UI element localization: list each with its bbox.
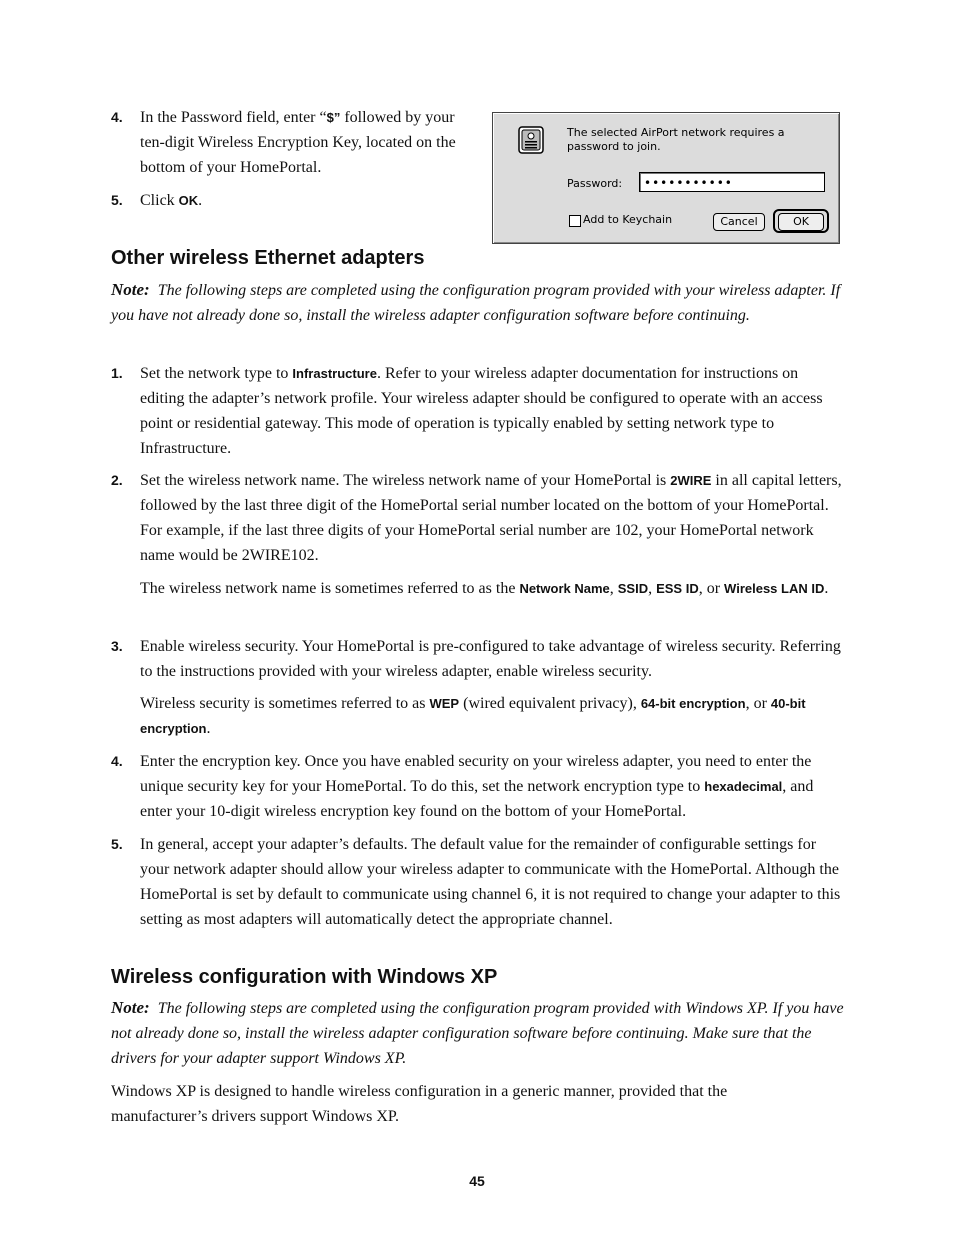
password-field[interactable]: ••••••••••• [639, 172, 825, 192]
ok-button[interactable]: OK [778, 213, 824, 231]
step-number: 2. [111, 472, 123, 488]
step-text: Click OK. [140, 192, 203, 209]
note: Note: The following steps are completed using the configuration program provided with your wireless adapter. If you have not already done so, install the wireless adapter configuration software before continuing. [111, 280, 841, 324]
dialog-message: The selected AirPort network requires a password to join. [567, 126, 785, 153]
step-subtext: The wireless network name is sometimes referred to as the Network Name, SSID, ESS ID, or Wireless LAN ID. [140, 580, 829, 597]
section-heading: Wireless configuration with Windows XP [111, 966, 498, 988]
page-number: 45 [469, 1173, 485, 1189]
step-number: 4. [111, 109, 123, 125]
section-heading: Other wireless Ethernet adapters [111, 247, 425, 269]
keychain-checkbox[interactable] [569, 215, 581, 227]
keychain-checkbox-label: Add to Keychain [583, 213, 673, 226]
step-text: Set the wireless network name. The wireless network name of your HomePortal is 2WIRE in all capital letters, followed by the last three digit of the HomePortal serial number located on the bottom of your HomePortal. For example, if the last three digits of your HomePortal serial number are 102, your HomePortal network name would be 2WIRE102. [140, 472, 842, 564]
step-text: Enable wireless security. Your HomePortal is pre-configured to take advantage of wireless security. Referring to the instructions provided with your wireless adapter, enable wireless security. [140, 638, 841, 680]
step-text: Enter the encryption key. Once you have enabled security on your wireless adapter, you need to enter the unique security key for your HomePortal. To do this, set the network encryption type to hexadecimal, and enter your 10-digit wireless encryption key found on the bottom of your HomePortal. [140, 753, 814, 820]
note: Note: The following steps are completed using the configuration program provided with Windows XP. If you have not already done so, install the wireless adapter configuration software before continuing. Make sure that the drivers for your adapter support Windows XP. [111, 998, 844, 1067]
step-number: 1. [111, 365, 123, 381]
step-number: 4. [111, 753, 123, 769]
body-paragraph: Windows XP is designed to handle wireless configuration in a generic manner, provided that the manufacturer’s drivers support Windows XP. [111, 1083, 728, 1125]
keychain-icon [517, 125, 545, 155]
step-text: In the Password field, enter “$” followed by your ten-digit Wireless Encryption Key, located on the bottom of your HomePortal. [140, 109, 456, 176]
step-number: 5. [111, 836, 123, 852]
password-label: Password: [567, 177, 623, 190]
step-subtext: Wireless security is sometimes referred to as WEP (wired equivalent privacy), 64-bit encryption, or 40-bit encryption. [140, 695, 806, 737]
airport-password-dialog [492, 112, 840, 244]
step-text: In general, accept your adapter’s defaults. The default value for the remainder of configurable settings for your network adapter should allow your wireless adapter to communicate with the HomePortal. Although the HomePortal is set by default to communicate using channel 6, it is not required to change your adapter to this setting as most adapters will automatically detect the appropriate channel. [140, 836, 841, 928]
step-number: 3. [111, 638, 123, 654]
step-text: Set the network type to Infrastructure. Refer to your wireless adapter documentation for instructions on editing the adapter’s network profile. Your wireless adapter should be configured to operate with an access point or residential gateway. This mode of operation is typically enabled by setting network type to Infrastructure. [140, 365, 823, 457]
step-number: 5. [111, 192, 123, 208]
cancel-button[interactable]: Cancel [713, 213, 765, 231]
